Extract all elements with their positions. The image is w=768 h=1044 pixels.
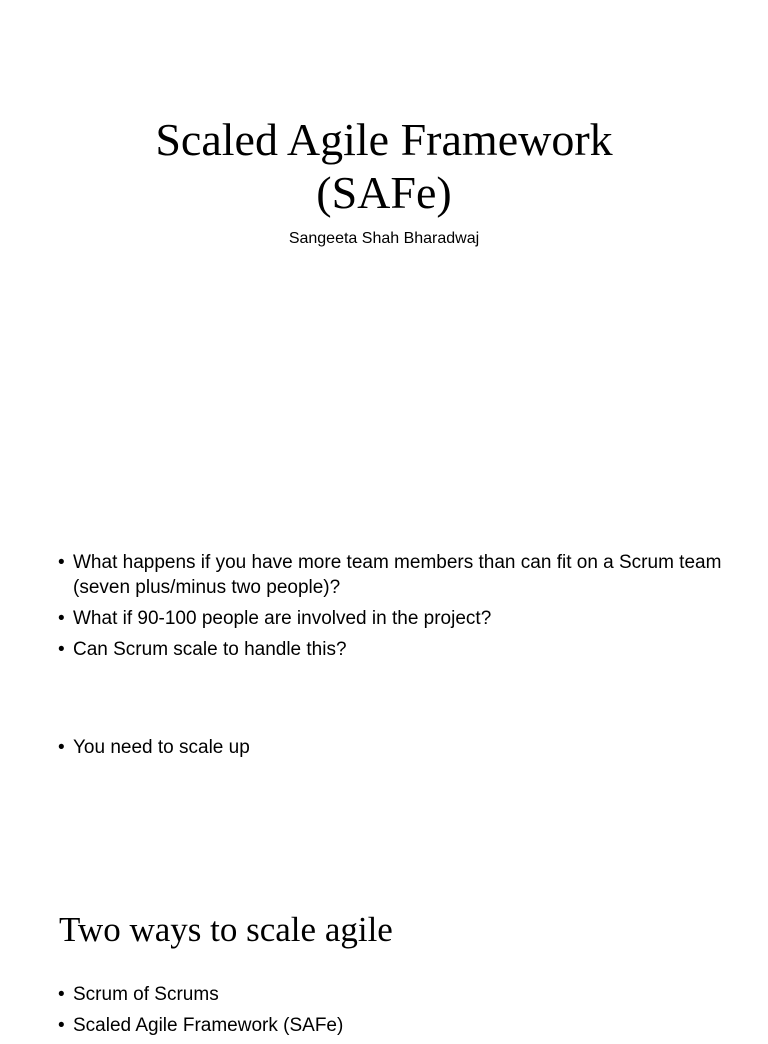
title-line-2: (SAFe) [316, 167, 452, 218]
methods-bullet-list [56, 982, 728, 1044]
slide-two-ways [0, 850, 768, 1036]
author-subtitle: Sangeeta Shah Bharadwaj [288, 230, 480, 247]
bullet-item: • Scrum of Scrums [56, 982, 728, 1007]
title-line-1: Scaled Agile Framework [155, 114, 613, 165]
slide-questions [0, 520, 768, 850]
answer-bullet-list [56, 735, 728, 766]
bullet-item: • What happens if you have more team members than can fit on a Scrum team (seven plus/minus two people)? [56, 550, 728, 600]
bullet-item: • Can Scrum scale to handle this? [56, 637, 728, 662]
bullet-item: • You need to scale up [56, 735, 728, 760]
bullet-item: • What if 90-100 people are involved in the project? [56, 606, 728, 631]
slide-heading: Two ways to scale agile [59, 910, 393, 949]
bullet-item: • Scaled Agile Framework (SAFe) [56, 1013, 728, 1038]
presentation-title [0, 113, 768, 219]
question-bullet-list [56, 550, 728, 668]
slide-title [0, 0, 768, 520]
